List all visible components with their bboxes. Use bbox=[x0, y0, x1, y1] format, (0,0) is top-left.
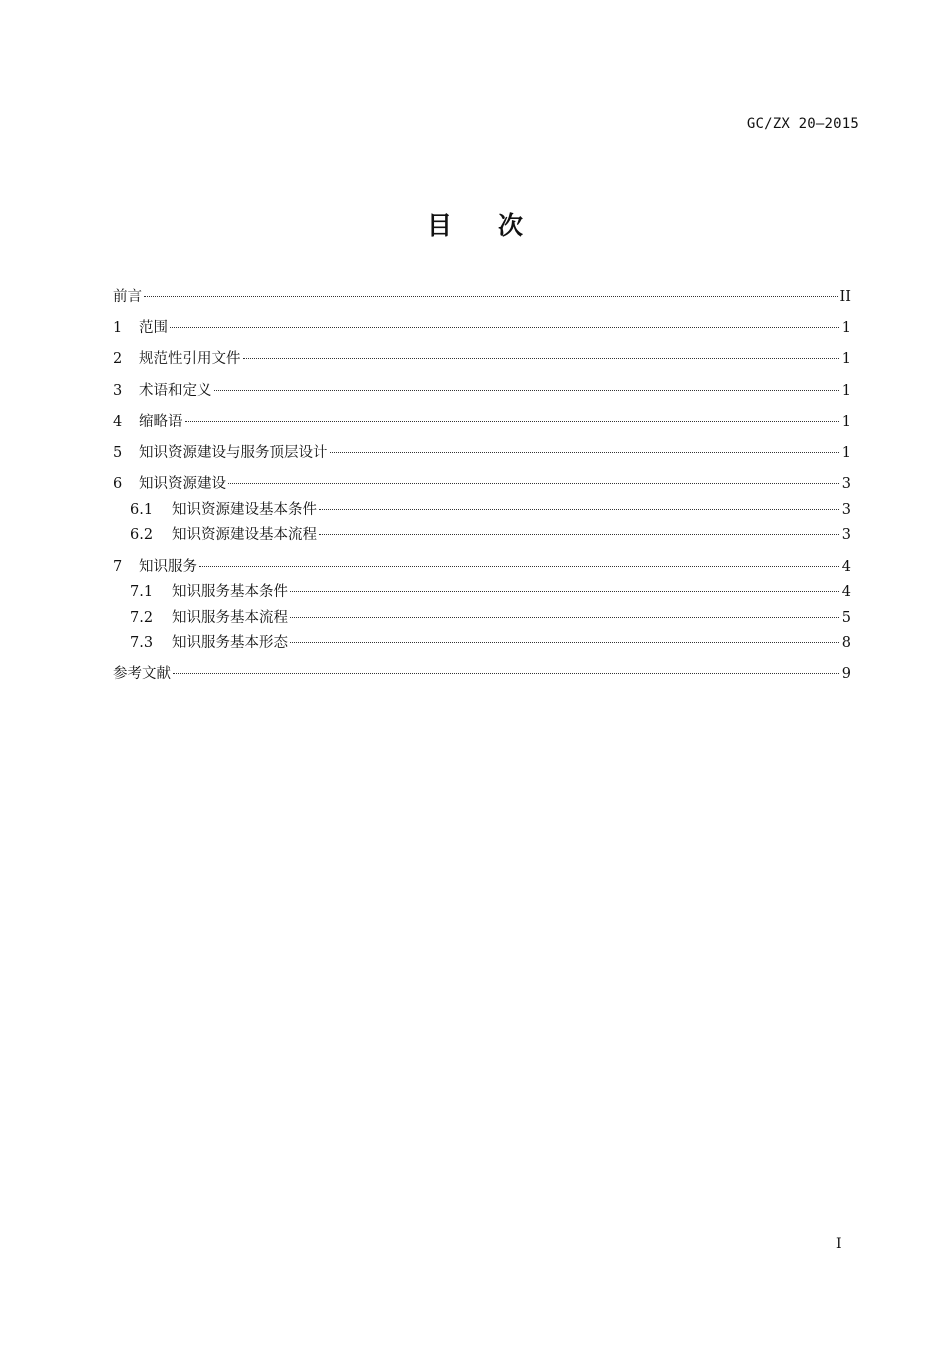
toc-entry-number: 3 bbox=[113, 382, 123, 399]
toc-entry-page: 3 bbox=[841, 501, 851, 518]
toc-leader-dots bbox=[173, 673, 839, 674]
toc-entry-page: 1 bbox=[841, 382, 851, 399]
toc-leader-dots bbox=[290, 642, 839, 643]
toc-entry-number: 4 bbox=[113, 413, 123, 430]
toc-entry-page: 9 bbox=[841, 666, 851, 683]
toc-entry-page: 1 bbox=[841, 351, 851, 368]
toc-entry-normative-references[interactable] bbox=[113, 349, 851, 369]
toc-entry-number: 5 bbox=[113, 444, 123, 461]
toc-leader-dots bbox=[214, 390, 840, 391]
toc-leader-dots bbox=[144, 296, 838, 297]
toc-entry-page: 3 bbox=[841, 527, 851, 544]
toc-entry-bibliography[interactable] bbox=[113, 664, 851, 684]
toc-entry-knowledge-service[interactable] bbox=[113, 557, 851, 577]
toc-entry-page: 3 bbox=[841, 476, 851, 493]
toc-leader-dots bbox=[290, 617, 839, 618]
toc-leader-dots bbox=[290, 591, 839, 592]
toc-title: 目次 bbox=[426, 211, 569, 240]
toc-leader-dots bbox=[330, 452, 840, 453]
toc-entry-construction-conditions[interactable] bbox=[113, 500, 851, 520]
toc-entry-page: 1 bbox=[841, 444, 851, 461]
toc-entry-number: 6.2 bbox=[130, 527, 154, 544]
toc-entry-label: 知识资源建设与服务顶层设计 bbox=[139, 444, 328, 461]
toc-entry-abbreviations[interactable] bbox=[113, 412, 851, 432]
document-code: GC/ZX 20—2015 bbox=[746, 116, 859, 132]
toc-leader-dots bbox=[243, 358, 840, 359]
toc-entry-number: 2 bbox=[113, 351, 123, 368]
toc-entry-label: 范围 bbox=[139, 320, 168, 337]
toc-entry-label: 知识服务 bbox=[139, 558, 197, 575]
table-of-contents bbox=[113, 287, 851, 696]
toc-entry-page: 1 bbox=[841, 320, 851, 337]
toc-entry-label: 知识服务基本条件 bbox=[172, 584, 288, 601]
toc-entry-label: 知识服务基本流程 bbox=[172, 609, 288, 626]
toc-entry-label: 参考文献 bbox=[113, 666, 171, 683]
toc-entry-number: 7.1 bbox=[130, 584, 154, 601]
toc-leader-dots bbox=[170, 327, 839, 328]
toc-entry-label: 术语和定义 bbox=[139, 382, 212, 399]
toc-entry-page: 4 bbox=[841, 558, 851, 575]
toc-entry-number: 7.2 bbox=[130, 609, 154, 626]
toc-entry-number: 6 bbox=[113, 476, 123, 493]
toc-entry-number: 6.1 bbox=[130, 501, 154, 518]
toc-entry-service-process[interactable] bbox=[113, 608, 851, 628]
toc-entry-top-level-design[interactable] bbox=[113, 443, 851, 463]
toc-entry-construction-process[interactable] bbox=[113, 525, 851, 545]
toc-entry-label: 缩略语 bbox=[139, 413, 183, 430]
page-number: I bbox=[836, 1236, 842, 1252]
toc-entry-service-conditions[interactable] bbox=[113, 582, 851, 602]
toc-entry-service-forms[interactable] bbox=[113, 633, 851, 653]
toc-entry-label: 规范性引用文件 bbox=[139, 351, 241, 368]
toc-entry-page: 4 bbox=[841, 584, 851, 601]
toc-entry-page: 1 bbox=[841, 413, 851, 430]
toc-leader-dots bbox=[319, 534, 839, 535]
toc-entry-number: 7.3 bbox=[130, 635, 154, 652]
toc-entry-label: 知识服务基本形态 bbox=[172, 635, 288, 652]
toc-entry-label: 知识资源建设基本流程 bbox=[172, 527, 317, 544]
toc-entry-scope[interactable] bbox=[113, 318, 851, 338]
toc-entry-page: 8 bbox=[841, 635, 851, 652]
toc-entry-foreword[interactable] bbox=[113, 287, 851, 307]
toc-entry-label: 知识资源建设 bbox=[139, 476, 226, 493]
toc-leader-dots bbox=[319, 509, 839, 510]
toc-leader-dots bbox=[185, 421, 840, 422]
toc-entry-number: 1 bbox=[113, 320, 123, 337]
toc-entry-resource-construction[interactable] bbox=[113, 474, 851, 494]
toc-entry-number: 7 bbox=[113, 558, 123, 575]
toc-entry-page: 5 bbox=[841, 609, 851, 626]
toc-entry-label: 前言 bbox=[113, 289, 142, 305]
toc-leader-dots bbox=[199, 566, 839, 567]
toc-leader-dots bbox=[228, 483, 839, 484]
toc-entry-terms-definitions[interactable] bbox=[113, 381, 851, 401]
toc-entry-page: II bbox=[839, 289, 851, 305]
toc-entry-label: 知识资源建设基本条件 bbox=[172, 501, 317, 518]
